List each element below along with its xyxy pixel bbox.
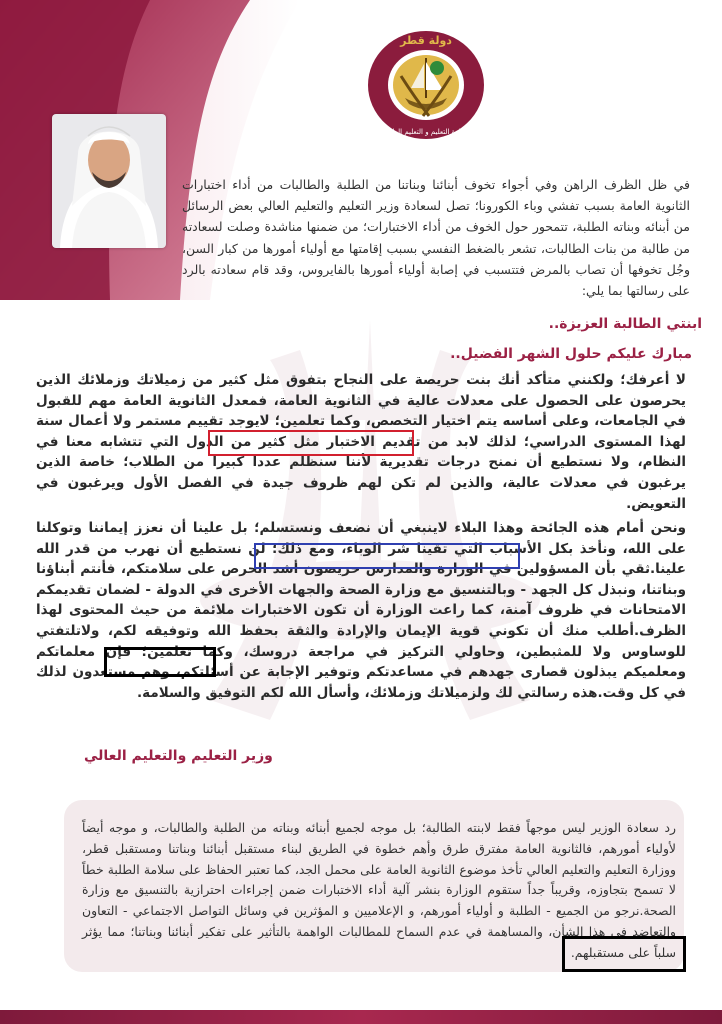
intro-paragraph: في ظل الظرف الراهن وفي أجواء تخوف أبنائنا وبناتنا من الطلبة والطالبات من أداء اختبارات الثانوية العامة بسبب تفشي وباء الكورونا؛ تصل لسعادة وزير التعليم والتعليم العالي بعض الرسائل من أبنائه وبناته الطلبة، تتمحور حول الخوف من أداء الاختبارات؛ من ضمنها مناشدة وصلت لسعادته من طالبة من بنات الطالبات، تشعر بالضغط النفسي بسبب إقامتها مع أولياء أمورها من كبار السن، وجُل تخوفها أن تصاب بالمرض فتتسبب في إصابة أولياء أمورها بالفايروس، وقد قام سعادته بالرد على رسالتها بما يلي:: [182, 177, 690, 299]
greeting-subheading: مبارك عليكم حلول الشهر الفضيل..: [450, 346, 692, 362]
highlight-box-take-precautions: [254, 543, 520, 569]
letter-paragraph-2: ونحن أمام هذه الجائحة وهذا البلاء لاينبغي أن نضعف ونستسلم؛ بل علينا أن نعزز إيماننا وتوكلنا على الله، ونأخذ بكل الأسباب التي تقينا شر الوباء، ومع ذلك؛ لن نستطيع أن نهرب من قدر الله علينا.ثقي بأن المسؤولين في الوزارة والمدارس حريصون أشد الحرص على سلامتكم، فأنتم أبناؤنا وبناتنا، ونبذل كل الجهد - وبالتنسيق مع وزارة الصحة والجهات الأخرى في الدولة - لضمان تقديمكم الامتحانات في ظروف آمنة، كما راعت الوزارة أن تكون الاختبارات ملائمة من حيث المحتوى لهذا الظرف.أطلب منك أن تكوني قوية الإيمان والإرادة والثقة بحفظ الله وتوفيقه لكم، ولاتلتفتي للوساوس ولا للمثبطين، وحاولي التركيز في مراجعة دروسك، وكما تعلمين؛ فإن معلماتكم ومعلميكم يبذلون قصارى جهدهم في مساعدتكم وتوفير الإجابة عن أسئلتكم، وهم مستعدون لذلك في كل وقت.هذه رسالتي لك ولزميلاتك وزملائك، وأسأل الله لكم التوفيق والسلامة.: [36, 520, 686, 701]
note-paragraph: رد سعادة الوزير ليس موجهاً فقط لابنته الطالبة؛ بل موجه لجميع أبنائه وبناته من الطلبة والطالبات، و موجه أيضاً لأولياء أمورهم، فالثانوية العامة مفترق طرق وأهم خطوة في الطريق لبناء مستقبل أبنائنا وبناتنا ومستقبل قطر، ووزارة التعليم والتعليم العالي تأخذ موضوع الثانوية العامة على محمل الجد، كما تعتبر الحفاظ على سلامة الطلبة خطاً لا تسمح بتجاوزه، وقريباً جداً ستقوم الوزارة بنشر آلية أداء الاختبارات ضمن إجراءات احترازية بالتنسيق مع وزارة الصحة.نرجو من الجميع - الطلبة و أولياء أمورهم، و الإعلاميين و المؤثرين في وسائل التواصل الاجتماعي - التعاون والتعاضد في هذا الشأن، والمساهمة في عدم السماح للمطالبات الواهمة بالتأثير على تفكير أبنائنا وبناتنا؛ مما يؤثر سلباً على مستقبلهم.: [82, 820, 676, 960]
highlight-box-discouragers: [104, 647, 216, 677]
minister-portrait: [52, 114, 166, 248]
greeting-heading: ابنتي الطالبة العزيزة..: [548, 316, 702, 332]
footer-band: [0, 1010, 722, 1024]
letter-paragraph-1: لا أعرفك؛ ولكنني متأكد أنك بنت حريصة على النجاح بتفوق مثل كثير من زميلاتك وزملائك الذين يحرصون على الحصول على معدلات عالية في الثانوية العامة، فمعدل الثانوية العامة مهم للقبول في الجامعات، وعلى أساسه يتم اختيار التخصص، وكما تعلمين؛ لايوجد تقييم مستمر ولا أعمال سنة لهذا المستوى الدراسي؛ لذلك لابد من تقديم الاختبار مثل كثير من الدول التي تتشابه معنا في النظام، ولا نستطيع أن نمنح درجات تقديرية لأننا سنظلم عددا كبيرا من الطلاب؛ خاصة الذين يرغبون في معدلات عالية، والذين لم تكن لهم ظروف جيدة في الفصل الأول ويرغبون في التعويض.: [36, 372, 686, 512]
portrait-photo-icon: [52, 114, 166, 248]
ministry-logo: [365, 28, 487, 142]
signature-title: وزير التعليم والتعليم العالي: [84, 748, 273, 764]
highlight-box-no-continuous-assessment: [208, 430, 414, 456]
logo-ministry-text: وزارة التعليم و التعليم العالي: [384, 128, 468, 136]
logo-ring-text: دولة قطر: [400, 34, 452, 47]
highlight-box-false-demands: [562, 936, 686, 972]
